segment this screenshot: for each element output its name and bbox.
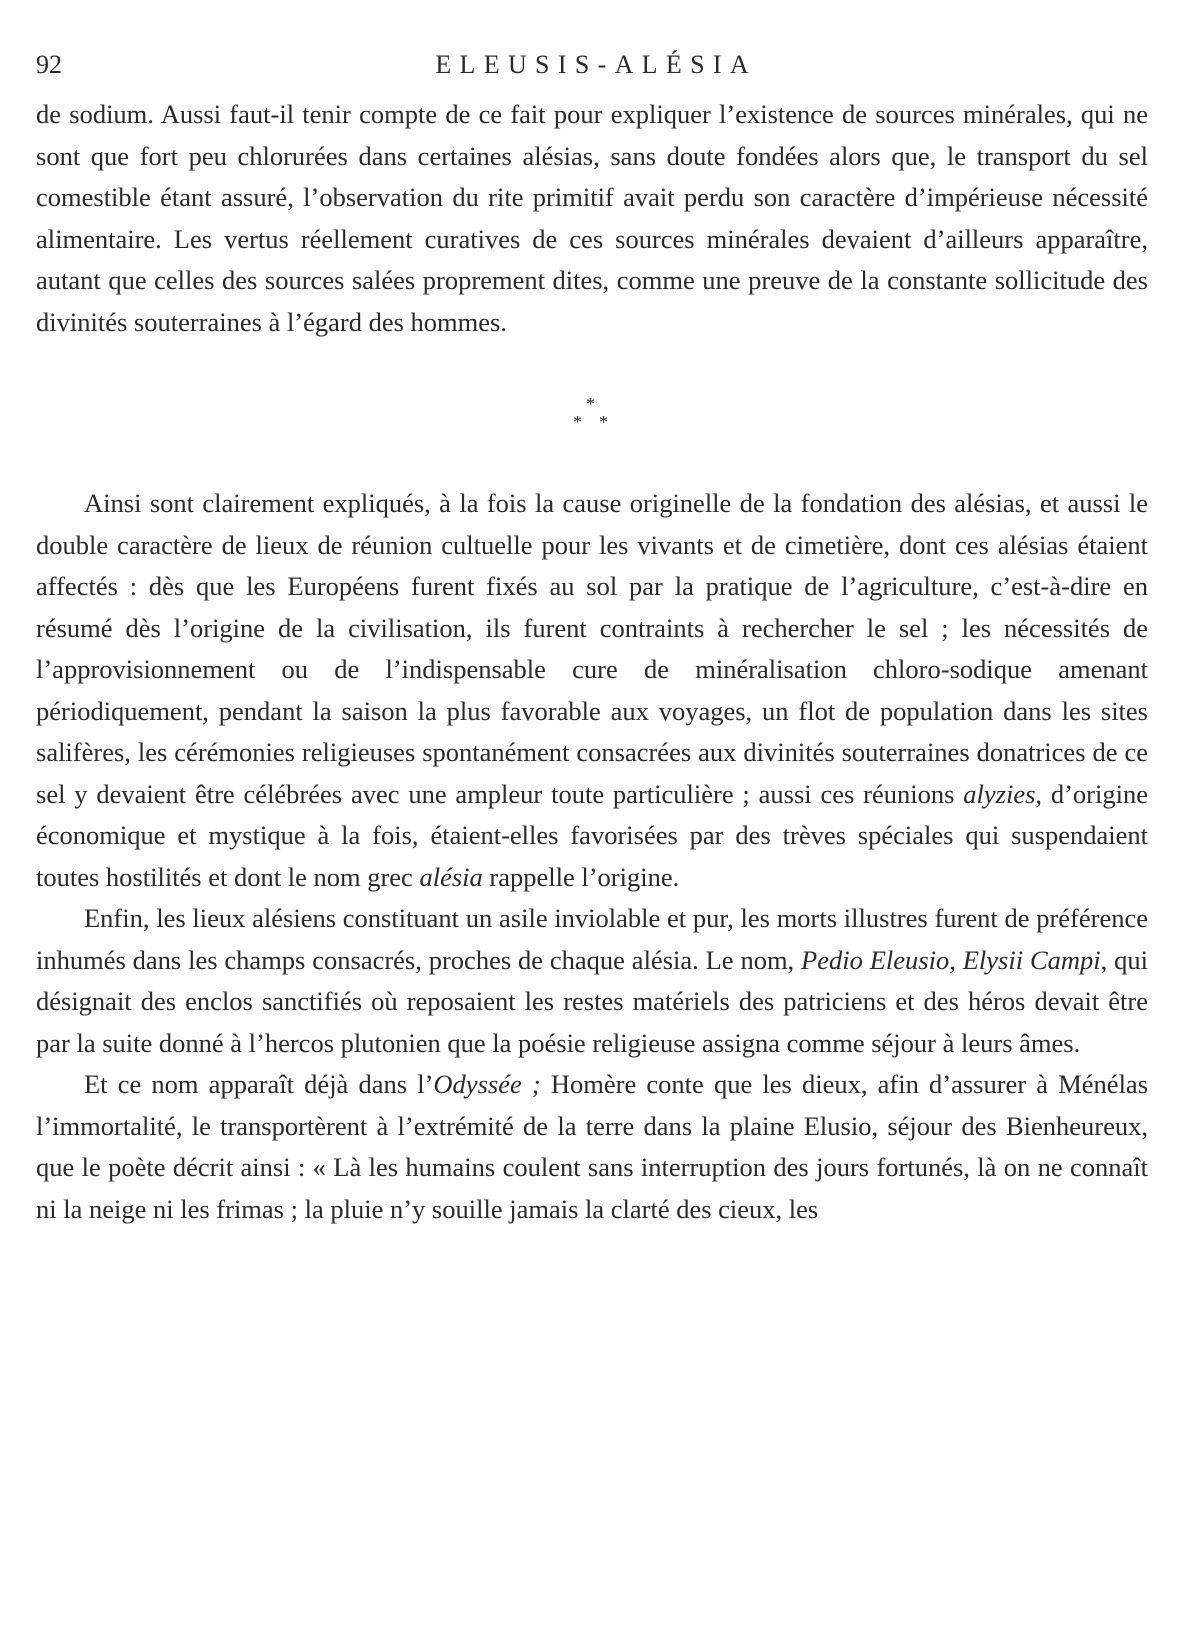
asterism-star: *: [599, 412, 608, 432]
paragraph-3-text: , qui désignait des enclos sanctifiés où reposaient les restes matériels des patriciens et des héros devait être par la suite donné à l’hercos plutonien que la poésie religieuse assigna comme séjour à leurs âmes.: [36, 944, 1148, 1058]
asterism-separator: [36, 343, 1148, 483]
paragraph-2: [36, 483, 1148, 898]
italic-term-pedio-eleusio: Pedio Eleusio: [801, 944, 950, 975]
page-header: [36, 48, 1148, 82]
paragraph-4-text: Homère conte que les dieux, afin d’assurer à Ménélas l’immortalité, le transportèrent à l’extrémité de la terre dans la plaine Elusio, séjour des Bienheureux, que le poète décrit ainsi : « Là les humains coulent sans interruption des jours fortunés, là on ne connaît ni la neige ni les frimas ; la pluie n’y souille jamais la clarté des cieux, les: [36, 1069, 1149, 1224]
paragraph-1: de sodium. Aussi faut-il tenir compte de ce fait pour expliquer l’existence de sources minérales, qui ne sont que fort peu chlorurées dans certaines alésias, sans doute fondées alors que, le transport du sel comestible étant assuré, l’observation du rite primitif avait perdu son caractère d’impérieuse nécessité alimentaire. Les vertus réellement curatives de ces sources minérales devaient d’ailleurs apparaître, autant que celles des sources salées proprement dites, comme une preuve de la constante sollicitude des divinités souterraines à l’égard des hommes.: [36, 99, 1148, 337]
italic-term-alesia: alésia: [419, 861, 483, 892]
body-text: [36, 94, 1148, 1230]
paragraph-2-text: rappelle l’origine.: [482, 861, 680, 892]
running-title: ELEUSIS-ALÉSIA: [435, 50, 757, 79]
paragraph-4-text: Et ce nom apparaît déjà dans l’: [84, 1069, 434, 1099]
paragraph-3: [36, 898, 1148, 1064]
paragraph-4: [36, 1064, 1148, 1230]
asterism-star: *: [586, 394, 595, 414]
page-number: 92: [36, 50, 62, 79]
italic-term-alyzies: alyzies: [963, 778, 1036, 809]
book-page: [36, 48, 1148, 1230]
paragraph-2-text: Ainsi sont clairement expliqués, à la fois la cause originelle de la fondation des alésias, et aussi le double caractère de lieux de réunion cultuelle pour les vivants et de cimetière, dont ces alésias étaient affectés : dès que les Européens furent fixés au sol par la pratique de l’agriculture, c’est-à-dire en résumé dès l’origine de la civilisation, ils furent contraints à rechercher le sel ; les nécessités de l’approvisionnement ou de l’indispensable cure de minéralisation chloro-sodique amenant périodiquement, pendant la saison la plus favorable aux voyages, un flot de population dans les sites salifères, les cérémonies religieuses spontanément consacrées aux divinités souterraines donatrices de ce sel y devaient être célébrées avec une ampleur toute particulière ; aussi ces réunions: [36, 488, 1148, 809]
paragraph-2-text: , d’origine économique et mystique à la fois, étaient-elles favorisées par des trèves spéciales qui suspendaient toutes hostilités et dont le nom grec: [36, 778, 1148, 892]
paragraph-3-text: Enfin, les lieux alésiens constituant un asile inviolable et pur, les morts illustres furent de préférence inhumés dans les champs consacrés, proches de chaque alésia. Le nom,: [36, 903, 1148, 975]
asterism-star: *: [573, 412, 582, 432]
italic-term-elysii-campi: Elysii Campi: [962, 944, 1101, 975]
paragraph-3-text: ,: [949, 944, 963, 975]
italic-title-odyssee: Odyssée ;: [433, 1069, 541, 1099]
